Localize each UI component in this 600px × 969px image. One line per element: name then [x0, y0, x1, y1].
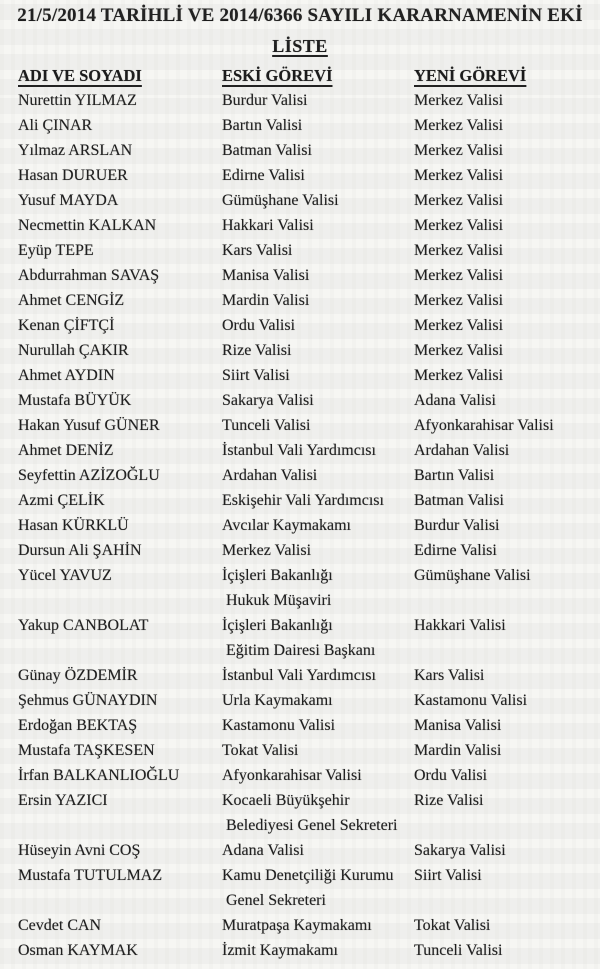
cell-old-position: Kamu Denetçiliği Kurumu: [222, 867, 394, 884]
cell-new-position: Merkez Valisi: [414, 342, 504, 359]
table-row: [0, 667, 600, 692]
cell-new-position: Adana Valisi: [414, 392, 496, 409]
table-row-line: [0, 642, 600, 667]
list-heading: LİSTE: [272, 36, 328, 56]
table-header: [0, 66, 600, 92]
cell-name: Hasan DURUER: [18, 167, 128, 184]
table-row: [0, 267, 600, 292]
cell-new-position: Merkez Valisi: [414, 367, 504, 384]
cell-new-position: Manisa Valisi: [414, 717, 502, 734]
table-row: [0, 342, 600, 367]
cell-new-position: Afyonkarahisar Valisi: [414, 417, 554, 434]
cell-name: Mustafa BÜYÜK: [18, 392, 132, 409]
cell-old-position: İçişleri Bakanlığı: [222, 617, 333, 634]
cell-old-position: Manisa Valisi: [222, 267, 310, 284]
cell-name: Azmi ÇELİK: [18, 492, 105, 509]
cell-new-position: Tunceli Valisi: [414, 942, 503, 959]
cell-new-position: Edirne Valisi: [414, 542, 497, 559]
cell-old-position: Hakkari Valisi: [222, 217, 314, 234]
cell-new-position: Mardin Valisi: [414, 742, 502, 759]
cell-name: Erdoğan BEKTAŞ: [18, 717, 138, 734]
table-row: [0, 617, 600, 667]
table-row-line: [0, 492, 600, 517]
table-row-line: [0, 592, 600, 617]
cell-name: Kenan ÇİFTÇİ: [18, 317, 115, 334]
decree-table-body: [0, 92, 600, 967]
table-row: [0, 467, 600, 492]
cell-old-position: İstanbul Vali Yardımcısı: [222, 667, 376, 684]
cell-name: Eyüp TEPE: [18, 242, 94, 259]
table-row: [0, 842, 600, 867]
table-row-line: [0, 892, 600, 917]
cell-old-position: Adana Valisi: [222, 842, 304, 859]
table-row: [0, 542, 600, 567]
cell-new-position: Rize Valisi: [414, 792, 484, 809]
table-row-line: [0, 417, 600, 442]
table-row-line: [0, 92, 600, 117]
cell-new-position: Ordu Valisi: [414, 767, 488, 784]
table-row-line: [0, 517, 600, 542]
table-row: [0, 292, 600, 317]
table-row-line: [0, 342, 600, 367]
table-row-line: [0, 867, 600, 892]
cell-new-position: Merkez Valisi: [414, 117, 504, 134]
cell-old-position-continued: Eğitim Dairesi Başkanı: [226, 642, 376, 659]
table-row-line: [0, 567, 600, 592]
cell-new-position: Merkez Valisi: [414, 142, 504, 159]
table-row: [0, 92, 600, 117]
table-row: [0, 717, 600, 742]
cell-old-position: Eskişehir Vali Yardımcısı: [222, 492, 384, 509]
cell-old-position-continued: Hukuk Müşaviri: [226, 592, 332, 609]
cell-name: Şehmus GÜNAYDIN: [18, 692, 158, 709]
cell-new-position: Kastamonu Valisi: [414, 692, 528, 709]
table-row-line: [0, 667, 600, 692]
cell-name: Yücel YAVUZ: [18, 567, 112, 584]
cell-new-position: Merkez Valisi: [414, 242, 504, 259]
cell-new-position: Gümüşhane Valisi: [414, 567, 531, 584]
cell-old-position: Ordu Valisi: [222, 317, 296, 334]
table-row-line: [0, 742, 600, 767]
cell-name: Hakan Yusuf GÜNER: [18, 417, 160, 434]
cell-new-position: Merkez Valisi: [414, 167, 504, 184]
table-row: [0, 492, 600, 517]
cell-old-position: Ardahan Valisi: [222, 467, 318, 484]
cell-name: Ahmet CENGİZ: [18, 292, 125, 309]
cell-name: Hasan KÜRKLÜ: [18, 517, 129, 534]
table-row: [0, 217, 600, 242]
table-row: [0, 917, 600, 942]
table-row: [0, 367, 600, 392]
column-header-name: ADI VE SOYADI: [18, 66, 142, 85]
cell-name: Cevdet CAN: [18, 917, 102, 934]
table-row-line: [0, 842, 600, 867]
table-row: [0, 442, 600, 467]
table-row-line: [0, 267, 600, 292]
cell-old-position: Siirt Valisi: [222, 367, 290, 384]
cell-new-position: Burdur Valisi: [414, 517, 500, 534]
table-row-line: [0, 292, 600, 317]
table-row-line: [0, 767, 600, 792]
cell-old-position: Bartın Valisi: [222, 117, 303, 134]
cell-old-position: Rize Valisi: [222, 342, 292, 359]
cell-new-position: Merkez Valisi: [414, 317, 504, 334]
cell-old-position-continued: Genel Sekreteri: [226, 892, 326, 909]
cell-old-position: Batman Valisi: [222, 142, 312, 159]
cell-old-position: Kars Valisi: [222, 242, 293, 259]
table-row: [0, 392, 600, 417]
cell-name: Dursun Ali ŞAHİN: [18, 542, 142, 559]
table-row: [0, 192, 600, 217]
table-row: [0, 767, 600, 792]
table-row-line: [0, 142, 600, 167]
cell-old-position-continued: Belediyesi Genel Sekreteri: [226, 817, 398, 834]
cell-name: Seyfettin AZİZOĞLU: [18, 467, 160, 484]
cell-old-position: Tokat Valisi: [222, 742, 299, 759]
table-row: [0, 117, 600, 142]
cell-new-position: Merkez Valisi: [414, 267, 504, 284]
table-row: [0, 942, 600, 967]
table-row-line: [0, 442, 600, 467]
table-row-line: [0, 717, 600, 742]
column-header-old-position: ESKİ GÖREVİ: [222, 66, 333, 85]
cell-new-position: Sakarya Valisi: [414, 842, 506, 859]
cell-old-position: Muratpaşa Kaymakamı: [222, 917, 372, 934]
cell-old-position: Kocaeli Büyükşehir: [222, 792, 350, 809]
table-row-line: [0, 242, 600, 267]
column-header-new-position: YENİ GÖREVİ: [414, 66, 527, 85]
table-row-line: [0, 692, 600, 717]
table-row-line: [0, 192, 600, 217]
table-row-line: [0, 467, 600, 492]
table-row-line: [0, 392, 600, 417]
table-row: [0, 742, 600, 767]
cell-old-position: Kastamonu Valisi: [222, 717, 336, 734]
cell-name: Günay ÖZDEMİR: [18, 667, 138, 684]
cell-new-position: Merkez Valisi: [414, 292, 504, 309]
table-row: [0, 692, 600, 717]
cell-name: Ali ÇINAR: [18, 117, 93, 134]
table-row: [0, 567, 600, 617]
cell-name: Nurettin YILMAZ: [18, 92, 137, 109]
table-row-line: [0, 542, 600, 567]
table-row: [0, 792, 600, 842]
cell-name: Ersin YAZICI: [18, 792, 108, 809]
cell-name: Yakup CANBOLAT: [18, 617, 149, 634]
cell-old-position: Afyonkarahisar Valisi: [222, 767, 362, 784]
table-row-line: [0, 317, 600, 342]
cell-name: Abdurrahman SAVAŞ: [18, 267, 160, 284]
table-row-line: [0, 917, 600, 942]
cell-old-position: İstanbul Vali Yardımcısı: [222, 442, 376, 459]
table-row: [0, 242, 600, 267]
table-row: [0, 317, 600, 342]
cell-old-position: Tunceli Valisi: [222, 417, 311, 434]
table-row-line: [0, 792, 600, 817]
cell-old-position: Mardin Valisi: [222, 292, 310, 309]
cell-new-position: Merkez Valisi: [414, 217, 504, 234]
cell-new-position: Batman Valisi: [414, 492, 504, 509]
table-row-line: [0, 367, 600, 392]
cell-old-position: İzmit Kaymakamı: [222, 942, 338, 959]
cell-new-position: Hakkari Valisi: [414, 617, 506, 634]
cell-old-position: Gümüşhane Valisi: [222, 192, 339, 209]
table-row: [0, 167, 600, 192]
cell-new-position: Merkez Valisi: [414, 192, 504, 209]
cell-name: Osman KAYMAK: [18, 942, 138, 959]
cell-new-position: Ardahan Valisi: [414, 442, 510, 459]
cell-old-position: Edirne Valisi: [222, 167, 305, 184]
table-row: [0, 867, 600, 917]
cell-name: Hüseyin Avni COŞ: [18, 842, 141, 859]
table-row: [0, 142, 600, 167]
cell-new-position: Bartın Valisi: [414, 467, 495, 484]
cell-name: Ahmet DENİZ: [18, 442, 114, 459]
cell-new-position: Kars Valisi: [414, 667, 485, 684]
cell-old-position: Sakarya Valisi: [222, 392, 314, 409]
cell-old-position: Merkez Valisi: [222, 542, 312, 559]
cell-name: Mustafa TAŞKESEN: [18, 742, 155, 759]
cell-name: Yılmaz ARSLAN: [18, 142, 133, 159]
cell-name: Necmettin KALKAN: [18, 217, 157, 234]
cell-old-position: İçişleri Bakanlığı: [222, 567, 333, 584]
table-row: [0, 417, 600, 442]
cell-new-position: Merkez Valisi: [414, 92, 504, 109]
table-row-line: [0, 817, 600, 842]
cell-name: İrfan BALKANLIOĞLU: [18, 767, 180, 784]
cell-name: Nurullah ÇAKIR: [18, 342, 129, 359]
cell-name: Ahmet AYDIN: [18, 367, 115, 384]
cell-new-position: Tokat Valisi: [414, 917, 491, 934]
cell-old-position: Burdur Valisi: [222, 92, 308, 109]
table-row-line: [0, 117, 600, 142]
cell-old-position: Urla Kaymakamı: [222, 692, 333, 709]
table-row-line: [0, 217, 600, 242]
table-row-line: [0, 167, 600, 192]
cell-name: Yusuf MAYDA: [18, 192, 119, 209]
cell-name: Mustafa TUTULMAZ: [18, 867, 163, 884]
table-row-line: [0, 617, 600, 642]
cell-old-position: Avcılar Kaymakamı: [222, 517, 351, 534]
cell-new-position: Siirt Valisi: [414, 867, 482, 884]
table-row: [0, 517, 600, 542]
table-row-line: [0, 942, 600, 967]
document-title: 21/5/2014 TARİHLİ VE 2014/6366 SAYILI KARARNAMENİN EKİ: [17, 5, 583, 26]
